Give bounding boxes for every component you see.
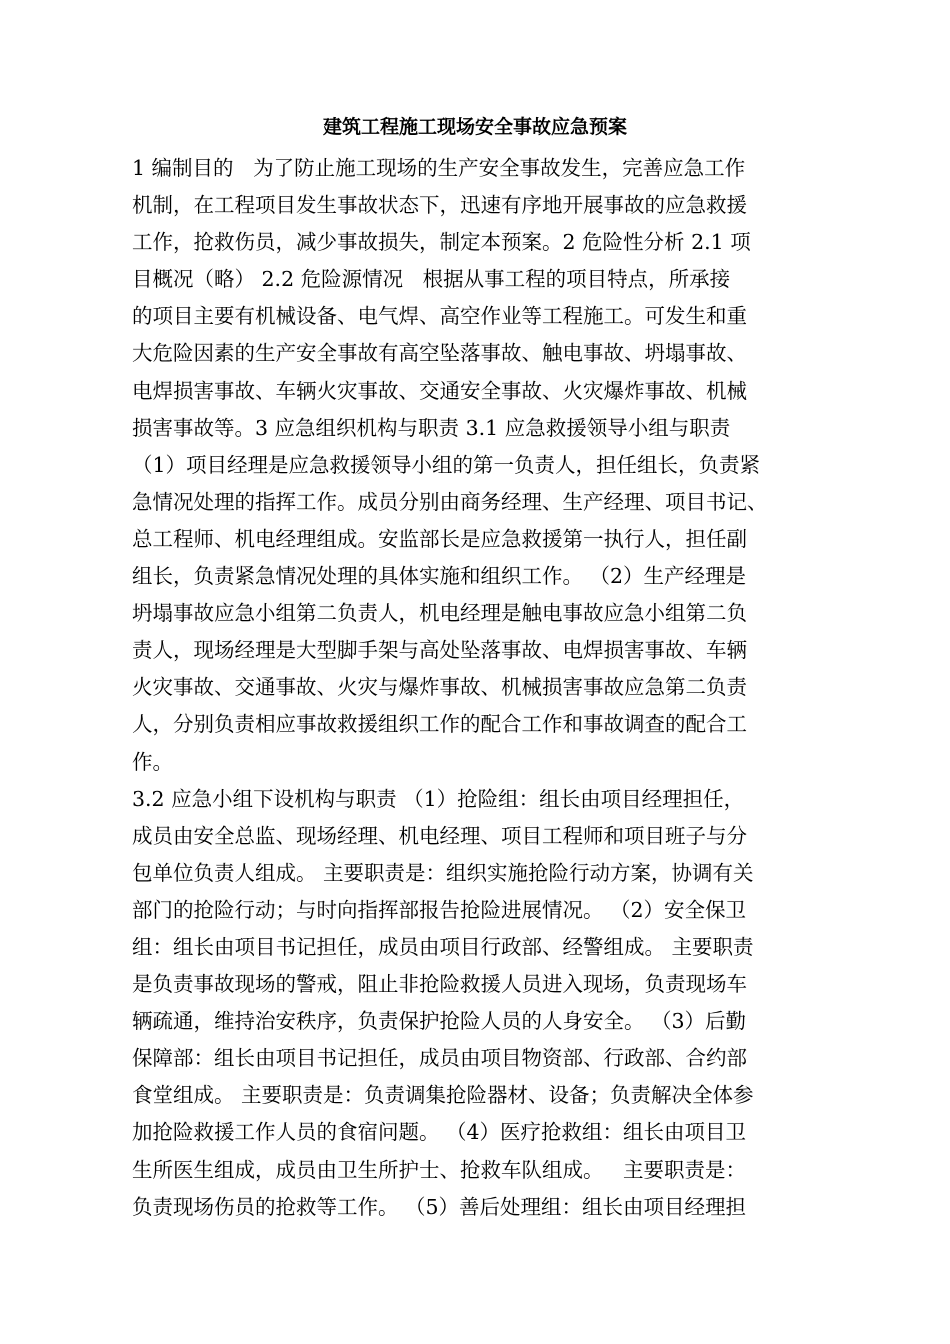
- body-text-line: 总工程师、机电经理组成。安监部长是应急救援第一执行人，担任副: [132, 526, 747, 551]
- body-text-line: 急情况处理的指挥工作。成员分别由商务经理、生产经理、项目书记、: [132, 489, 768, 514]
- body-text-line: 责人，现场经理是大型脚手架与高处坠落事故、电焊损害事故、车辆: [132, 638, 747, 663]
- body-text-line: 人，分别负责相应事故救援组织工作的配合工作和事故调查的配合工: [132, 712, 747, 737]
- body-text-line: 组长，负责紧急情况处理的具体实施和组织工作。 （2）生产经理是: [132, 564, 747, 589]
- body-text-line: 大危险因素的生产安全事故有高空坠落事故、触电事故、坍塌事故、: [132, 341, 747, 366]
- body-text-line: 加抢险救援工作人员的食宿问题。 （4）医疗抢救组：组长由项目卫: [132, 1120, 747, 1145]
- body-text-line: 包单位负责人组成。 主要职责是：组织实施抢险行动方案，协调有关: [132, 860, 754, 885]
- body-text-line: 作。: [132, 749, 173, 774]
- body-text-line: 工作，抢救伤员，减少事故损失，制定本预案。2 危险性分析 2.1 项: [132, 230, 751, 255]
- body-text-line: 的项目主要有机械设备、电气焊、高空作业等工程施工。可发生和重: [132, 304, 747, 329]
- body-text-line: 部门的抢险行动；与时向指挥部报告抢险进展情况。 （2）安全保卫: [132, 897, 747, 922]
- body-text-line: 火灾事故、交通事故、火灾与爆炸事故、机械损害事故应急第二负责: [132, 675, 747, 700]
- document-title: 建筑工程施工现场安全事故应急预案: [322, 116, 627, 138]
- body-text-line: 坍塌事故应急小组第二负责人，机电经理是触电事故应急小组第二负: [132, 601, 747, 626]
- body-text-line: 3.2 应急小组下设机构与职责 （1）抢险组：组长由项目经理担任，: [132, 786, 745, 811]
- body-text-line: 食堂组成。 主要职责是：负责调集抢险器材、设备；负责解决全体参: [132, 1083, 754, 1108]
- body-text-line: 保障部：组长由项目书记担任，成员由项目物资部、行政部、合约部: [132, 1046, 747, 1071]
- body-text-line: 辆疏通，维持治安秩序，负责保护抢险人员的人身安全。 （3）后勤: [132, 1009, 747, 1034]
- body-text-line: 成员由安全总监、现场经理、机电经理、项目工程师和项目班子与分: [132, 823, 747, 848]
- body-text-line: （1）项目经理是应急救援领导小组的第一负责人，担任组长，负责紧: [132, 452, 761, 477]
- body-text-line: 组：组长由项目书记担任，成员由项目行政部、经警组成。 主要职责: [132, 934, 754, 959]
- body-text-line: 生所医生组成，成员由卫生所护士、抢救车队组成。 主要职责是：: [132, 1157, 747, 1182]
- document-body: [132, 150, 832, 1226]
- body-text-line: 负责现场伤员的抢救等工作。 （5）善后处理组：组长由项目经理担: [132, 1194, 747, 1219]
- body-text-line: 电焊损害事故、车辆火灾事故、交通安全事故、火灾爆炸事故、机械: [132, 378, 747, 403]
- body-text-line: 是负责事故现场的警戒，阻止非抢险救援人员进入现场，负责现场车: [132, 972, 747, 997]
- body-text-line: 损害事故等。3 应急组织机构与职责 3.1 应急救援领导小组与职责: [132, 415, 731, 440]
- body-text-line: 机制，在工程项目发生事故状态下，迅速有序地开展事故的应急救援: [132, 193, 747, 218]
- body-text-line: 目概况（略） 2.2 危险源情况 根据从事工程的项目特点，所承接: [132, 267, 731, 292]
- body-text-line: 1 编制目的 为了防止施工现场的生产安全事故发生，完善应急工作: [132, 156, 746, 180]
